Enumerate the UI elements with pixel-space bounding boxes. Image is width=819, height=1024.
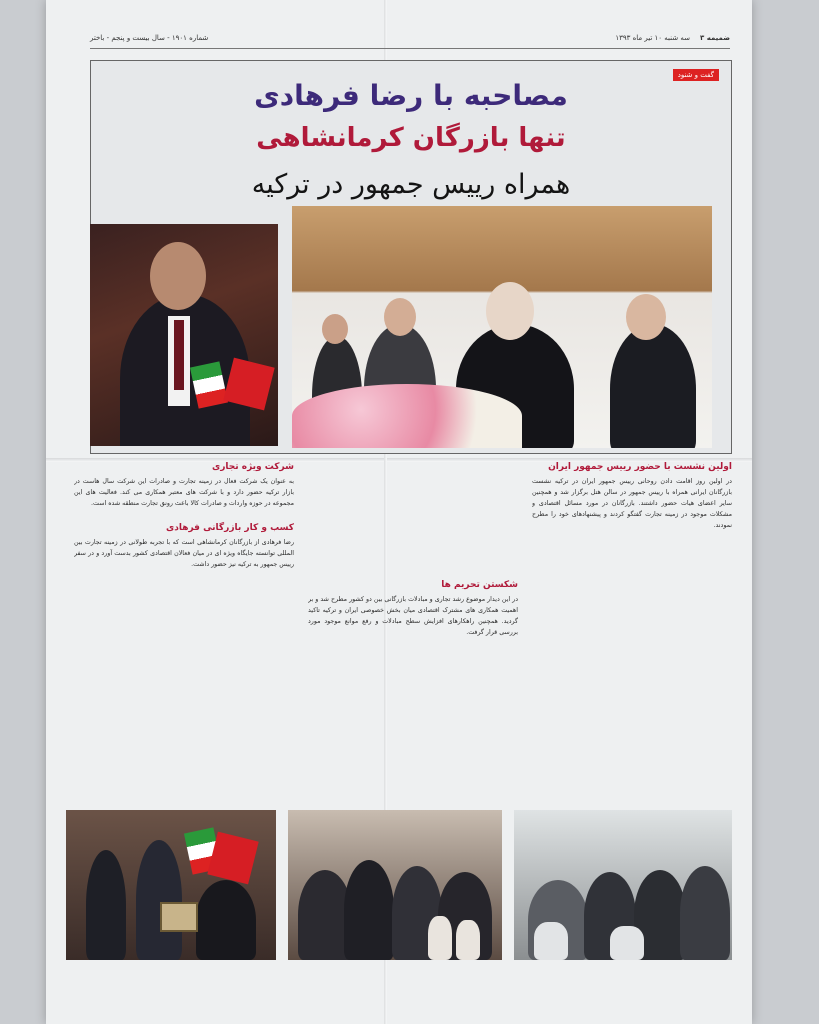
article-column-left	[74, 460, 294, 800]
page-label: ضمیمه ۳	[700, 34, 730, 42]
column-right-text: در اولین روز اقامت دادن روحانی رییس جمهور ایران در ترکیه نشست بازرگانان ایرانی همراه با رییس جمهور در سالن هتل برگزار شد و همچنین سایر اعضای هیات حضور داشتند. بازرگانان در مورد مسائل اقتصادی و مشکلات موجود در زمینه تجارت گفتگو کردند و پیشنهادهای خود را مطرح نمودند.	[532, 478, 732, 529]
bottom-photo-3	[514, 810, 732, 960]
column-middle-title: شکستن تحریم ها	[441, 580, 518, 590]
bottom-photo-2	[288, 810, 502, 960]
page-header	[90, 28, 730, 49]
column-left-title-2: کسب و کار بازرگانی فرهادی	[165, 523, 294, 533]
issue-info: شماره ۱۹۰۱ - سال بیست و پنجم - باختر	[90, 34, 209, 42]
section-tag: گفت و شنود	[673, 69, 719, 81]
column-left-title: شرکت ویژه تجاری	[211, 462, 294, 472]
newspaper-page	[46, 0, 752, 1024]
headline-title: مصاحبه با رضا فرهادی	[254, 79, 568, 112]
headline-subtitle: تنها بازرگان کرمانشاهی	[256, 123, 566, 153]
article-column-middle	[308, 460, 518, 800]
date-info: سه شنبه ۱۰ تیر ماه ۱۳۹۳	[615, 34, 690, 42]
column-left-text-2: رضا فرهادی از بازرگانان کرمانشاهی است که با تجربه طولانی در زمینه تجارت بین المللی توانسته جایگاه ویژه ای در میان فعالان اقتصادی کشور بدست آورد و در سفر رییس جمهور به ترکیه نیز حضور داشت.	[74, 539, 294, 568]
column-middle-text: در این دیدار موضوع رشد تجاری و مبادلات بازرگانی بین دو کشور مطرح شد و بر اهمیت همکاری های مشترک اقتصادی میان بخش خصوصی ایران و ترکیه تاکید گردید. همچنین راهکارهای افزایش سطح مبادلات و رفع موانع موجود مورد بررسی قرار گرفت.	[308, 596, 518, 636]
article-column-right	[532, 460, 732, 800]
headline-third-line: همراه رییس جمهور در ترکیه	[251, 169, 571, 200]
column-right-title: اولین نشست با حضور رییس جمهور ایران	[548, 462, 732, 472]
portrait-photo	[90, 224, 278, 446]
bottom-photo-1	[66, 810, 276, 960]
bottom-photo-strip	[66, 810, 732, 960]
column-left-text: به عنوان یک شرکت فعال در زمینه تجارت و صادرات این شرکت سال هاست در بازار ترکیه حضور دارد و با شرکت های معتبر همکاری می کند. فعالیت های این مجموعه در حوزه واردات و صادرات کالا باعث رونق تجارت منطقه شده است.	[74, 478, 294, 507]
event-photo	[292, 206, 712, 448]
article-columns	[66, 460, 732, 800]
